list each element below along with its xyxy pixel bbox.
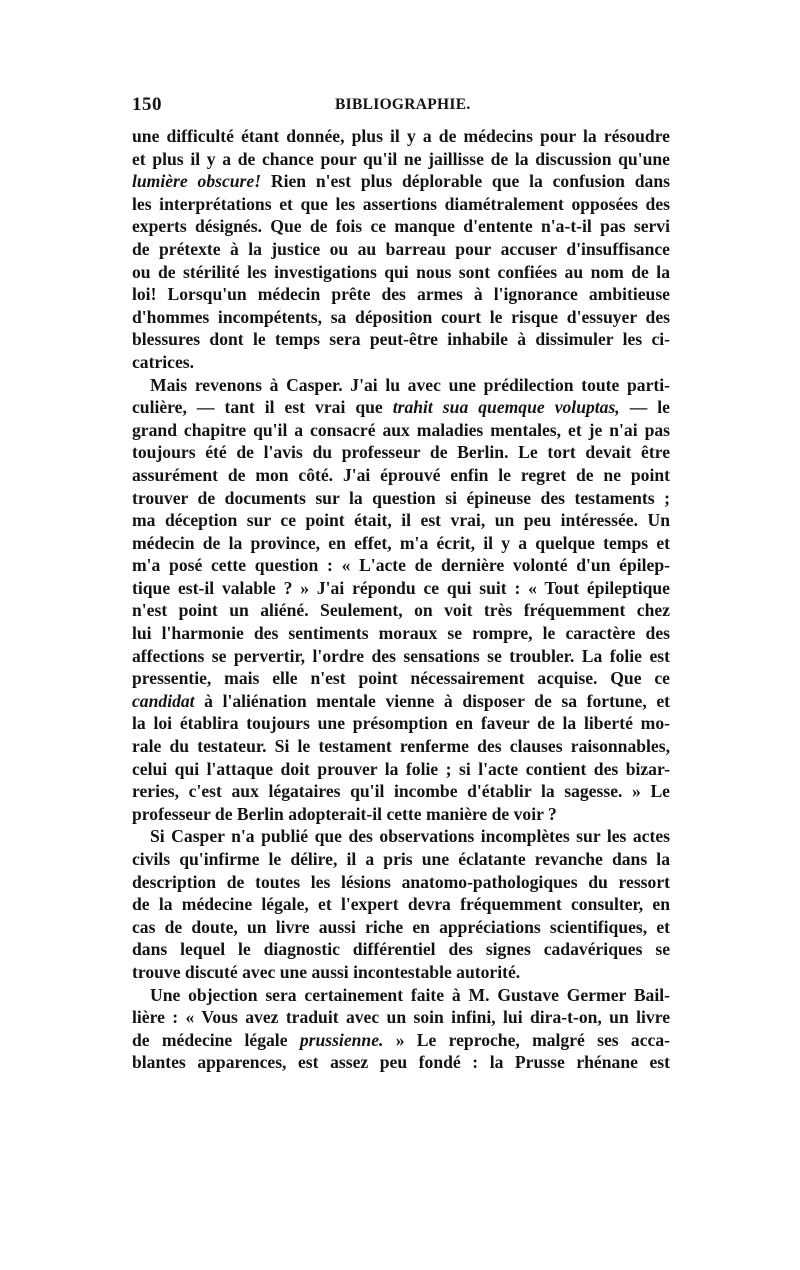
text-line (132, 396, 670, 419)
text-run: blessures dont le temps sera peut-être inhabile à dissimuler les ci- (132, 329, 670, 350)
text-line (132, 532, 670, 555)
text-run: » Le reproche, malgré ses acca- (383, 1029, 670, 1050)
text-line (132, 261, 670, 284)
running-head (132, 94, 672, 118)
text-line (132, 984, 670, 1007)
text-line (132, 735, 670, 758)
text-run: les interprétations et que les assertions diamétralement opposées des (132, 193, 670, 214)
text-line (132, 622, 670, 645)
text-run: de la médecine légale, et l'expert devra fréquemment consulter, en (132, 894, 670, 915)
page-number: 150 (132, 94, 162, 115)
text-run: de prétexte à la justice ou au barreau pour accuser d'insuffisance (132, 238, 670, 259)
body-text (132, 125, 670, 1074)
italic-text: candidat (132, 690, 195, 711)
text-run: ou de stérilité les investigations qui nous sont confiées au nom de la (132, 261, 670, 282)
text-line (132, 871, 670, 894)
text-run: à l'aliénation mentale vienne à disposer de sa fortune, et (194, 690, 670, 711)
text-run: n'est point un aliéné. Seulement, on voit très fréquemment chez (132, 600, 670, 621)
text-line (132, 667, 670, 690)
italic-text: prussienne. (299, 1029, 384, 1050)
text-run: tique est-il valable ? » J'ai répondu ce qui suit : « Tout épileptique (132, 577, 670, 598)
text-run: lui l'harmonie des sentiments moraux se rompre, le caractère des (132, 623, 670, 644)
text-line (132, 690, 670, 713)
text-run: loi! Lorsqu'un médecin prête des armes à l'ignorance ambitieuse (132, 284, 670, 305)
text-line (132, 487, 670, 510)
text-line (132, 464, 670, 487)
text-run: pressentie, mais elle n'est point nécessairement acquise. Que ce (132, 668, 670, 689)
text-line (132, 328, 670, 351)
text-line (132, 961, 670, 984)
text-line (132, 306, 670, 329)
text-run: m'a posé cette question : « L'acte de dernière volonté d'un épilep- (132, 555, 670, 576)
text-run: affections se pervertir, l'ordre des sensations se troubler. La folie est (132, 645, 670, 666)
text-run: description de toutes les lésions anatomo-pathologiques du ressort (132, 871, 670, 892)
text-line (132, 441, 670, 464)
text-line (132, 1029, 670, 1052)
text-line (132, 645, 670, 668)
text-line (132, 351, 670, 374)
italic-text: trahit sua quemque voluptas, (392, 397, 620, 418)
text-run: assurément de mon côté. J'ai éprouvé enfin le regret de ne point (132, 464, 670, 485)
text-line (132, 1006, 670, 1029)
text-line (132, 848, 670, 871)
text-line (132, 419, 670, 442)
text-run: Si Casper n'a publié que des observations incomplètes sur les actes (150, 826, 670, 847)
text-line (132, 916, 670, 939)
text-line (132, 1051, 670, 1074)
text-run: cas de doute, un livre aussi riche en appréciations scientifiques, et (132, 916, 670, 937)
text-run: grand chapitre qu'il a consacré aux maladies mentales, et je n'ai pas (132, 419, 670, 440)
text-line (132, 758, 670, 781)
text-run: civils qu'infirme le délire, il a pris une éclatante revanche dans la (132, 849, 670, 869)
text-line (132, 238, 670, 261)
text-line (132, 283, 670, 306)
text-line (132, 193, 670, 216)
text-line (132, 148, 670, 171)
text-run: — le (619, 397, 670, 418)
text-line (132, 938, 670, 961)
text-line (132, 780, 670, 803)
text-run: d'hommes incompétents, sa déposition court le risque d'essuyer des (132, 306, 670, 327)
text-run: rale du testateur. Si le testament renferme des clauses raisonnables, (132, 736, 670, 757)
text-run: trouver de documents sur la question si épineuse des testaments ; (132, 487, 670, 508)
text-run: une difficulté étant donnée, plus il y a de médecins pour la résoudre (132, 126, 670, 146)
text-run: dans lequel le diagnostic différentiel des signes cadavériques se (132, 939, 670, 960)
text-line (132, 125, 670, 148)
text-run: trouve discuté avec une aussi incontestable autorité. (132, 961, 521, 982)
text-run: celui qui l'attaque doit prouver la folie ; si l'acte contient des bizar- (132, 758, 670, 779)
text-line (132, 599, 670, 622)
text-run: culière, — tant il est vrai que (132, 397, 393, 418)
text-line (132, 893, 670, 916)
text-line (132, 215, 670, 238)
text-run: Une objection sera certainement faite à M. Gustave Germer Bail- (150, 984, 670, 1005)
text-run: professeur de Berlin adopterait-il cette manière de voir ? (132, 803, 557, 824)
text-line (132, 712, 670, 735)
text-run: Rien n'est plus déplorable que la confusion dans (261, 171, 670, 192)
text-run: ma déception sur ce point était, il est vrai, un peu intéressée. Un (132, 510, 670, 531)
text-line (132, 803, 670, 826)
text-line (132, 554, 670, 577)
running-title: BIBLIOGRAPHIE. (335, 96, 471, 113)
text-run: Mais revenons à Casper. J'ai lu avec une prédilection toute parti- (150, 374, 670, 395)
text-line (132, 509, 670, 532)
text-run: experts désignés. Que de fois ce manque d'entente n'a-t-il pas servi (132, 216, 670, 237)
text-run: de médecine légale (132, 1029, 300, 1050)
text-line (132, 577, 670, 600)
text-run: la loi établira toujours une présomption en faveur de la liberté mo- (132, 713, 670, 734)
text-run: blantes apparences, est assez peu fondé : la Prusse rhénane est (132, 1052, 670, 1073)
text-line (132, 374, 670, 397)
text-run: toujours été de l'avis du professeur de Berlin. Le tort devait être (132, 442, 670, 463)
text-line (132, 825, 670, 848)
text-run: reries, c'est aux légataires qu'il incombe d'établir la sagesse. » Le (132, 781, 670, 802)
text-run: médecin de la province, en effet, m'a écrit, il y a quelque temps et (132, 532, 670, 553)
text-line (132, 170, 670, 193)
text-run: lière : « Vous avez traduit avec un soin infini, lui dira-t-on, un livre (132, 1007, 670, 1028)
italic-text: lumière obscure! (132, 171, 262, 192)
text-run: et plus il y a de chance pour qu'il ne jaillisse de la discussion qu'une (132, 148, 670, 169)
text-run: catrices. (132, 351, 195, 372)
